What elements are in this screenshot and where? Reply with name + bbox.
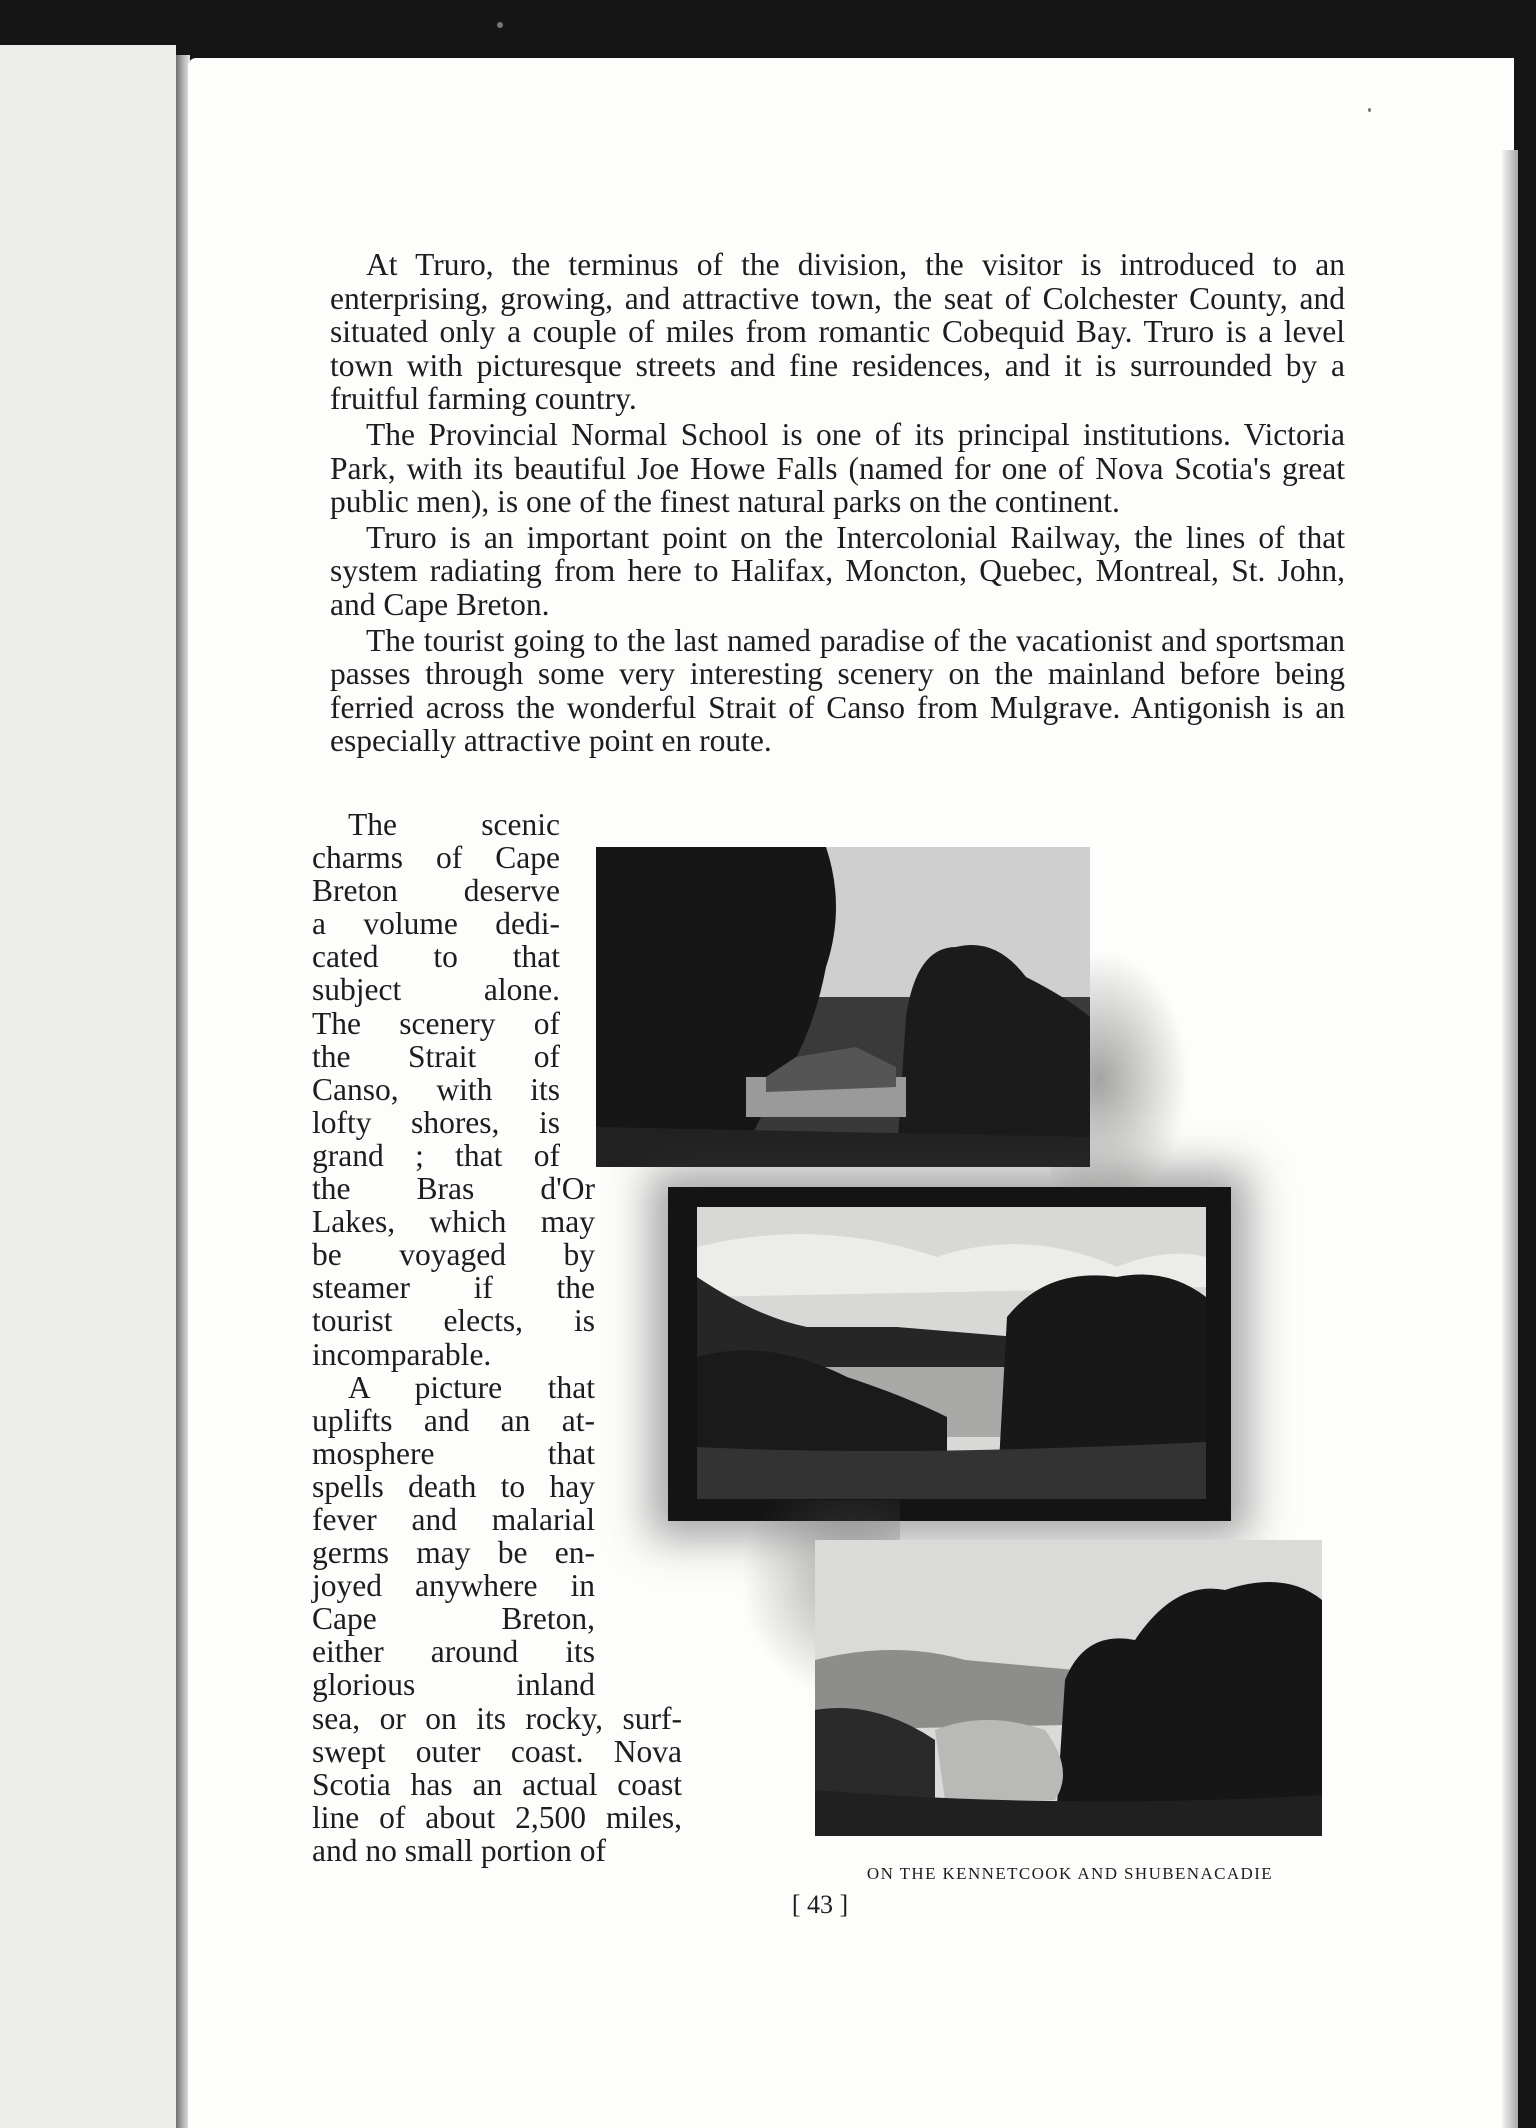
column-line: spells death to hay bbox=[312, 1468, 595, 1504]
landscape-photo-top bbox=[596, 847, 1090, 1167]
dust-speck bbox=[1368, 108, 1371, 112]
page-number: [ 43 ] bbox=[791, 1890, 849, 1919]
landscape-photo-bottom bbox=[815, 1540, 1322, 1836]
column-line: be voyaged by bbox=[312, 1237, 595, 1273]
column-line: A picture that bbox=[348, 1369, 595, 1405]
column-line: fever and malarial bbox=[312, 1501, 595, 1537]
column-line: tourist elects, is bbox=[312, 1303, 595, 1339]
column-line: a volume dedi- bbox=[312, 906, 560, 942]
column-line: uplifts and an at- bbox=[312, 1402, 595, 1438]
column-line: charms of Cape bbox=[312, 840, 560, 876]
column-line: incomparable. bbox=[312, 1336, 492, 1372]
column-line: The scenic bbox=[348, 807, 560, 842]
facing-page-edge bbox=[0, 45, 176, 2128]
page-edge-shadow bbox=[1502, 150, 1518, 2128]
column-line: either around its bbox=[312, 1634, 595, 1670]
paragraph-railway: Truro is an important point on the Intercolonial Railway, the lines of that system radiating from here to Halifax, Moncton, Quebec, Montreal, St. John, and Cape Breton. bbox=[330, 519, 1345, 622]
column-line: subject alone. bbox=[312, 972, 560, 1008]
column-line: line of about 2,500 miles, bbox=[312, 1799, 682, 1835]
body-text bbox=[330, 248, 1345, 758]
column-line: lofty shores, is bbox=[312, 1104, 560, 1140]
column-line: glorious inland bbox=[312, 1667, 595, 1703]
column-line: mosphere that bbox=[312, 1435, 595, 1471]
column-line: the Bras d'Or bbox=[312, 1171, 595, 1207]
paragraph-tourist: The tourist going to the last named paradise of the vacationist and sportsman passes through some very interesting scenery on the mainland before being ferried across the wonderful Strait of Canso from Mulgrave. Antigonish is an especially attractive point en route. bbox=[330, 622, 1345, 759]
column-line: Scotia has an actual coast bbox=[312, 1766, 682, 1802]
column-line: Cape Breton, bbox=[312, 1601, 595, 1637]
column-line: germs may be en- bbox=[312, 1535, 595, 1571]
column-line: swept outer coast. Nova bbox=[312, 1733, 682, 1769]
paragraph-truro: At Truro, the terminus of the division, the visitor is introduced to an enterprising, growing, and attractive town, the seat of Colchester County, and situated only a couple of miles from romantic Cobequid Bay. Truro is a level town with picturesque streets and fine residences, and it is surrounded by a fruitful farming country. bbox=[330, 247, 1345, 417]
column-line: The scenery of bbox=[312, 1005, 560, 1041]
column-line: Canso, with its bbox=[312, 1071, 560, 1107]
column-line: steamer if the bbox=[312, 1270, 595, 1306]
photo-caption: ON THE KENNETCOOK AND SHUBENACADIE bbox=[866, 1864, 1274, 1883]
column-line: joyed anywhere in bbox=[312, 1568, 595, 1604]
paragraph-normal-school: The Provincial Normal School is one of its principal institutions. Victoria Park, with its beautiful Joe Howe Falls (named for one of Nova Scotia's great public men), is one of the finest natural parks on the continent. bbox=[330, 416, 1345, 520]
column-line: Breton deserve bbox=[312, 873, 560, 909]
column-line: sea, or on its rocky, surf- bbox=[312, 1700, 682, 1736]
column-line: Lakes, which may bbox=[312, 1204, 595, 1240]
column-line: cated to that bbox=[312, 939, 560, 975]
column-line: grand ; that of bbox=[312, 1137, 560, 1173]
column-line: the Strait of bbox=[312, 1038, 560, 1074]
landscape-photo-middle bbox=[697, 1207, 1206, 1499]
column-line: and no small portion of bbox=[312, 1832, 606, 1868]
dust-speck bbox=[497, 22, 503, 28]
